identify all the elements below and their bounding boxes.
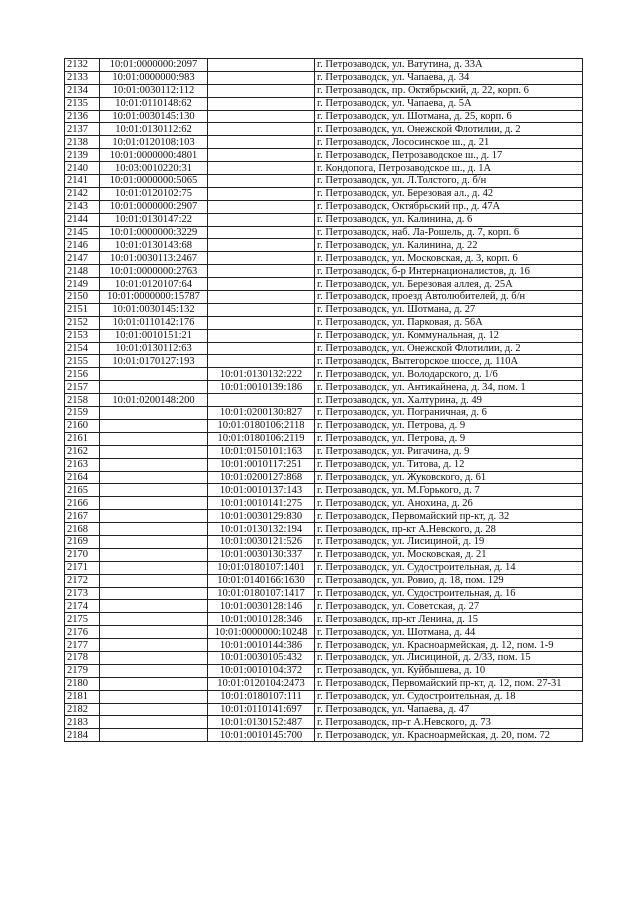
address: г. Петрозаводск, Первомайский пр-кт, д. 12, пом. 27-31 [315,677,583,690]
cadastral-number-premises [208,59,315,72]
cadastral-number-premises: 10:01:0180107:1401 [208,561,315,574]
address: г. Петрозаводск, ул. Жуковского, д. 61 [315,471,583,484]
cadastral-number-premises: 10:01:0140166:1630 [208,574,315,587]
cadastral-number-premises: 10:01:0030129:830 [208,510,315,523]
cadastral-number-premises [208,123,315,136]
address: г. Петрозаводск, ул. Чапаева, д. 34 [315,71,583,84]
cadastral-number-premises [208,355,315,368]
cadastral-number-premises [208,200,315,213]
cadastral-number-land: 10:01:0130143:68 [100,239,208,252]
table-row [65,574,583,587]
cadastral-number-land: 10:01:0000000:4801 [100,149,208,162]
row-number: 2152 [65,316,100,329]
row-number: 2142 [65,187,100,200]
row-number: 2151 [65,303,100,316]
row-number: 2184 [65,729,100,742]
row-number: 2138 [65,136,100,149]
address: г. Петрозаводск, ул. Лисициной, д. 2/33, пом. 15 [315,651,583,664]
row-number: 2155 [65,355,100,368]
cadastral-number-premises: 10:01:0010117:251 [208,458,315,471]
address: г. Петрозаводск, пр-т А.Невского, д. 73 [315,716,583,729]
address: г. Петрозаводск, ул. Онежской Флотилии, д. 2 [315,342,583,355]
row-number: 2162 [65,445,100,458]
row-number: 2181 [65,690,100,703]
row-number: 2167 [65,510,100,523]
cadastral-number-premises: 10:01:0030121:526 [208,535,315,548]
address: г. Петрозаводск, ул. Анохина, д. 26 [315,497,583,510]
cadastral-number-premises: 10:01:0110141:697 [208,703,315,716]
cadastral-number-land [100,677,208,690]
cadastral-number-land: 10:03:0010220:31 [100,162,208,175]
cadastral-number-premises [208,329,315,342]
address: г. Петрозаводск, ул. Березовая ал., д. 42 [315,187,583,200]
table-row [65,690,583,703]
row-number: 2148 [65,265,100,278]
address: г. Петрозаводск, наб. Ла-Рошель, д. 7, корп. 6 [315,226,583,239]
cadastral-number-premises: 10:01:0030105:432 [208,651,315,664]
cadastral-number-land [100,419,208,432]
address: г. Петрозаводск, ул. Петрова, д. 9 [315,419,583,432]
property-table [64,58,583,742]
address: г. Петрозаводск, Октябрьский пр., д. 47А [315,200,583,213]
address: г. Петрозаводск, ул. Лисициной, д. 19 [315,535,583,548]
table-row [65,561,583,574]
cadastral-number-premises [208,265,315,278]
row-number: 2159 [65,407,100,420]
cadastral-number-land: 10:01:0120107:64 [100,278,208,291]
address: г. Петрозаводск, ул. Володарского, д. 1/6 [315,368,583,381]
cadastral-number-land [100,407,208,420]
cadastral-number-land: 10:01:0030112:112 [100,84,208,97]
cadastral-number-premises: 10:01:0010128:346 [208,613,315,626]
table-row [65,716,583,729]
row-number: 2164 [65,471,100,484]
row-number: 2182 [65,703,100,716]
table-row [65,523,583,536]
table-row [65,342,583,355]
table-row [65,329,583,342]
address: г. Петрозаводск, ул. Березовая аллея, д. 25А [315,278,583,291]
address: г. Петрозаводск, ул. Ватутина, д. 33А [315,59,583,72]
address: г. Петрозаводск, ул. Петрова, д. 9 [315,432,583,445]
cadastral-number-land [100,510,208,523]
row-number: 2137 [65,123,100,136]
address: г. Петрозаводск, ул. М.Горького, д. 7 [315,484,583,497]
cadastral-number-land [100,445,208,458]
table-row [65,445,583,458]
cadastral-number-premises [208,342,315,355]
cadastral-number-premises: 10:01:0010137:143 [208,484,315,497]
address: г. Петрозаводск, ул. Калинина, д. 22 [315,239,583,252]
address: г. Петрозаводск, Лососинское ш., д. 21 [315,136,583,149]
row-number: 2178 [65,651,100,664]
table-row [65,278,583,291]
cadastral-number-land: 10:01:0000000:2763 [100,265,208,278]
row-number: 2174 [65,600,100,613]
cadastral-number-premises [208,394,315,407]
address: г. Петрозаводск, Первомайский пр-кт, д. 32 [315,510,583,523]
table-row [65,600,583,613]
address: г. Петрозаводск, ул. Шотмана, д. 27 [315,303,583,316]
cadastral-number-premises: 10:01:0010141:275 [208,497,315,510]
row-number: 2156 [65,368,100,381]
cadastral-number-premises [208,316,315,329]
cadastral-number-premises: 10:01:0150101:163 [208,445,315,458]
cadastral-number-land [100,484,208,497]
table-row [65,497,583,510]
cadastral-number-premises [208,84,315,97]
table-row [65,651,583,664]
address: г. Петрозаводск, ул. Пограничная, д. 6 [315,407,583,420]
cadastral-number-land [100,729,208,742]
cadastral-number-premises: 10:01:0180106:2119 [208,432,315,445]
cadastral-number-land: 10:01:0030113:2467 [100,252,208,265]
cadastral-number-land [100,432,208,445]
table-row [65,677,583,690]
row-number: 2172 [65,574,100,587]
cadastral-number-land [100,626,208,639]
address: г. Петрозаводск, пр. Октябрьский, д. 22, корп. 6 [315,84,583,97]
cadastral-number-premises [208,97,315,110]
cadastral-number-premises [208,213,315,226]
cadastral-number-premises [208,162,315,175]
table-row [65,226,583,239]
cadastral-number-land [100,471,208,484]
cadastral-number-premises: 10:01:0180107:111 [208,690,315,703]
cadastral-number-premises: 10:01:0010144:386 [208,639,315,652]
cadastral-number-land [100,548,208,561]
cadastral-number-land: 10:01:0130112:62 [100,123,208,136]
table-row [65,291,583,304]
address: г. Петрозаводск, ул. Парковая, д. 56А [315,316,583,329]
cadastral-number-land [100,574,208,587]
cadastral-number-land [100,523,208,536]
table-row [65,458,583,471]
address: г. Петрозаводск, ул. Московская, д. 3, корп. 6 [315,252,583,265]
cadastral-number-premises [208,175,315,188]
table-row [65,703,583,716]
cadastral-number-land: 10:01:0170127:193 [100,355,208,368]
table-row [65,84,583,97]
address: г. Петрозаводск, Вытегорское шоссе, д. 110А [315,355,583,368]
cadastral-number-land [100,716,208,729]
property-table-body [65,59,583,742]
cadastral-number-land [100,690,208,703]
table-row [65,187,583,200]
address: г. Петрозаводск, ул. Калинина, д. 6 [315,213,583,226]
row-number: 2145 [65,226,100,239]
cadastral-number-premises: 10:01:0130132:194 [208,523,315,536]
cadastral-number-land [100,458,208,471]
cadastral-number-land: 10:01:0000000:983 [100,71,208,84]
table-row [65,471,583,484]
table-row [65,368,583,381]
address: г. Петрозаводск, ул. Чапаева, д. 47 [315,703,583,716]
table-row [65,136,583,149]
row-number: 2139 [65,149,100,162]
table-row [65,639,583,652]
cadastral-number-land [100,664,208,677]
table-row [65,613,583,626]
row-number: 2132 [65,59,100,72]
address: г. Петрозаводск, ул. Л.Толстого, д. б/н [315,175,583,188]
table-row [65,432,583,445]
cadastral-number-land: 10:01:0000000:15787 [100,291,208,304]
cadastral-number-land [100,368,208,381]
row-number: 2157 [65,381,100,394]
cadastral-number-land: 10:01:0130112:63 [100,342,208,355]
table-row [65,71,583,84]
cadastral-number-land [100,381,208,394]
cadastral-number-land: 10:01:0200148:200 [100,394,208,407]
cadastral-number-land: 10:01:0110142:176 [100,316,208,329]
row-number: 2183 [65,716,100,729]
row-number: 2146 [65,239,100,252]
cadastral-number-land [100,535,208,548]
table-row [65,355,583,368]
cadastral-number-premises [208,226,315,239]
row-number: 2166 [65,497,100,510]
table-row [65,419,583,432]
cadastral-number-premises [208,239,315,252]
row-number: 2154 [65,342,100,355]
address: г. Петрозаводск, проезд Автолюбителей, д. б/н [315,291,583,304]
cadastral-number-premises [208,149,315,162]
address: г. Петрозаводск, ул. Судостроительная, д. 18 [315,690,583,703]
address: г. Петрозаводск, ул. Антикайнена, д. 34, пом. 1 [315,381,583,394]
row-number: 2180 [65,677,100,690]
row-number: 2135 [65,97,100,110]
cadastral-number-land: 10:01:0000000:3229 [100,226,208,239]
cadastral-number-land [100,639,208,652]
address: г. Петрозаводск, ул. Титова, д. 12 [315,458,583,471]
table-row [65,123,583,136]
cadastral-number-land: 10:01:0130147:22 [100,213,208,226]
table-row [65,587,583,600]
address: г. Петрозаводск, пр-кт Ленина, д. 15 [315,613,583,626]
cadastral-number-land: 10:01:0010151:21 [100,329,208,342]
cadastral-number-premises [208,71,315,84]
cadastral-number-land [100,613,208,626]
cadastral-number-land: 10:01:0030145:130 [100,110,208,123]
cadastral-number-land: 10:01:0120108:103 [100,136,208,149]
table-row [65,200,583,213]
table-row [65,213,583,226]
table-row [65,484,583,497]
cadastral-number-premises: 10:01:0180107:1417 [208,587,315,600]
cadastral-number-premises: 10:01:0120104:2473 [208,677,315,690]
table-row [65,252,583,265]
cadastral-number-land: 10:01:0120102:75 [100,187,208,200]
row-number: 2176 [65,626,100,639]
address: г. Петрозаводск, ул. Коммунальная, д. 12 [315,329,583,342]
address: г. Петрозаводск, ул. Красноармейская, д. 12, пом. 1-9 [315,639,583,652]
row-number: 2175 [65,613,100,626]
cadastral-number-land: 10:01:0000000:2097 [100,59,208,72]
table-row [65,303,583,316]
table-row [65,239,583,252]
cadastral-number-land: 10:01:0000000:2907 [100,200,208,213]
row-number: 2140 [65,162,100,175]
cadastral-number-premises: 10:01:0130132:222 [208,368,315,381]
table-row [65,729,583,742]
cadastral-number-premises: 10:01:0180106:2118 [208,419,315,432]
cadastral-number-premises: 10:01:0000000:10248 [208,626,315,639]
row-number: 2179 [65,664,100,677]
cadastral-number-premises: 10:01:0030130:337 [208,548,315,561]
row-number: 2177 [65,639,100,652]
address: г. Петрозаводск, ул. Красноармейская, д. 20, пом. 72 [315,729,583,742]
address: г. Петрозаводск, ул. Московская, д. 21 [315,548,583,561]
address: г. Петрозаводск, ул. Ровио, д. 18, пом. 129 [315,574,583,587]
address: г. Петрозаводск, ул. Ригачина, д. 9 [315,445,583,458]
address: г. Петрозаводск, Петрозаводское ш., д. 17 [315,149,583,162]
row-number: 2149 [65,278,100,291]
cadastral-number-land [100,651,208,664]
table-row [65,175,583,188]
table-row [65,149,583,162]
cadastral-number-land [100,497,208,510]
address: г. Петрозаводск, ул. Халтурина, д. 49 [315,394,583,407]
cadastral-number-premises: 10:01:0130152:487 [208,716,315,729]
row-number: 2163 [65,458,100,471]
row-number: 2150 [65,291,100,304]
row-number: 2153 [65,329,100,342]
table-row [65,110,583,123]
cadastral-number-premises [208,252,315,265]
cadastral-number-land [100,561,208,574]
row-number: 2143 [65,200,100,213]
address: г. Петрозаводск, ул. Онежской Флотилии, д. 2 [315,123,583,136]
table-row [65,664,583,677]
cadastral-number-premises [208,187,315,200]
address: г. Петрозаводск, ул. Чапаева, д. 5А [315,97,583,110]
address: г. Петрозаводск, б-р Интернационалистов, д. 16 [315,265,583,278]
row-number: 2160 [65,419,100,432]
row-number: 2170 [65,548,100,561]
cadastral-number-premises: 10:01:0010139:186 [208,381,315,394]
cadastral-number-premises [208,303,315,316]
cadastral-number-premises: 10:01:0030128:146 [208,600,315,613]
table-row [65,162,583,175]
row-number: 2141 [65,175,100,188]
cadastral-number-land [100,600,208,613]
cadastral-number-land: 10:01:0000000:5065 [100,175,208,188]
row-number: 2136 [65,110,100,123]
cadastral-number-premises: 10:01:0010104:372 [208,664,315,677]
address: г. Петрозаводск, ул. Советская, д. 27 [315,600,583,613]
table-row [65,59,583,72]
table-row [65,407,583,420]
cadastral-number-premises [208,136,315,149]
address: г. Петрозаводск, ул. Куйбышева, д. 10 [315,664,583,677]
row-number: 2134 [65,84,100,97]
address: г. Петрозаводск, пр-кт А.Невского, д. 28 [315,523,583,536]
table-row [65,510,583,523]
row-number: 2147 [65,252,100,265]
cadastral-number-land [100,587,208,600]
table-row [65,535,583,548]
table-row [65,548,583,561]
address: г. Петрозаводск, ул. Судостроительная, д. 14 [315,561,583,574]
row-number: 2173 [65,587,100,600]
table-row [65,381,583,394]
cadastral-number-premises [208,110,315,123]
table-row [65,97,583,110]
table-row [65,265,583,278]
row-number: 2165 [65,484,100,497]
row-number: 2168 [65,523,100,536]
row-number: 2158 [65,394,100,407]
cadastral-number-premises: 10:01:0010145:700 [208,729,315,742]
table-row [65,316,583,329]
address: г. Петрозаводск, ул. Судостроительная, д. 16 [315,587,583,600]
cadastral-number-land: 10:01:0110148:62 [100,97,208,110]
table-row [65,394,583,407]
cadastral-number-land: 10:01:0030145:132 [100,303,208,316]
row-number: 2144 [65,213,100,226]
cadastral-number-land [100,703,208,716]
row-number: 2133 [65,71,100,84]
cadastral-number-premises [208,291,315,304]
cadastral-number-premises: 10:01:0200127:868 [208,471,315,484]
row-number: 2169 [65,535,100,548]
row-number: 2161 [65,432,100,445]
address: г. Петрозаводск, ул. Шотмана, д. 44 [315,626,583,639]
address: г. Петрозаводск, ул. Шотмана, д. 25, корп. 6 [315,110,583,123]
address: г. Кондопога, Петрозаводское ш., д. 1А [315,162,583,175]
cadastral-number-premises: 10:01:0200130:827 [208,407,315,420]
table-row [65,626,583,639]
row-number: 2171 [65,561,100,574]
cadastral-number-premises [208,278,315,291]
